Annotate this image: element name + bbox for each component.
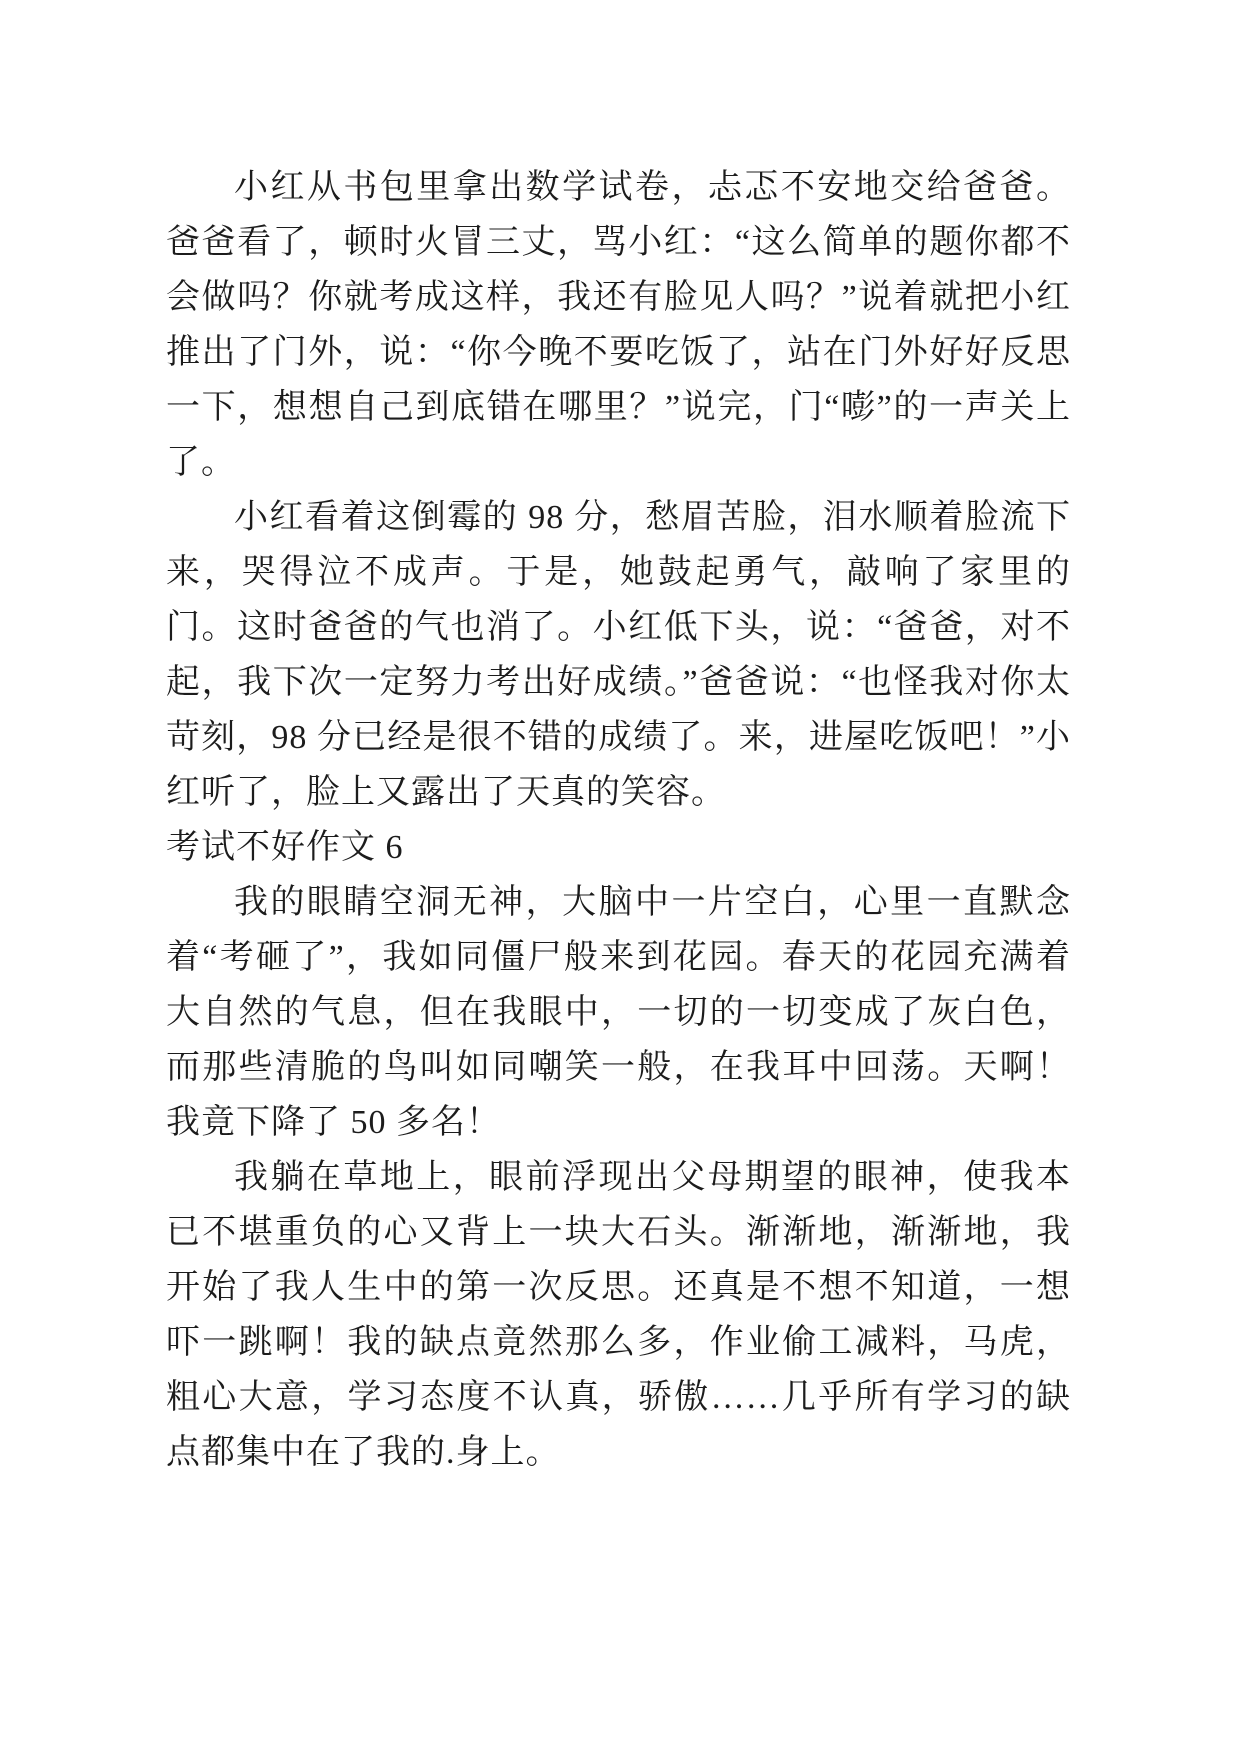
essay-paragraph-2: 小红看着这倒霉的 98 分，愁眉苦脸，泪水顺着脸流下来，哭得泣不成声。于是，她鼓起勇气，敲响了家里的门。这时爸爸的气也消了。小红低下头，说：“爸爸，对不起，我下次一定努力考出好成绩。”爸爸说：“也怪我对你太苛刻，98 分已经是很不错的成绩了。来，进屋吃饭吧！”小红听了，脸上又露出了天真的笑容。: [166, 499, 1071, 811]
essay-paragraph-1: 小红从书包里拿出数学试卷，忐忑不安地交给爸爸。爸爸看了，顿时火冒三丈，骂小红：“这么简单的题你都不会做吗？你就考成这样，我还有脸见人吗？”说着就把小红推出了门外，说：“你今晚不要吃饭了，站在门外好好反思一下，想想自己到底错在哪里？”说完，门“嘭”的一声关上了。: [166, 169, 1071, 481]
essay-section-heading: 考试不好作文 6: [166, 829, 404, 866]
essay-paragraph-3: 我的眼睛空洞无神，大脑中一片空白，心里一直默念着“考砸了”，我如同僵尸般来到花园。春天的花园充满着大自然的气息，但在我眼中，一切的一切变成了灰白色，而那些清脆的鸟叫如同嘲笑一般，在我耳中回荡。天啊！我竟下降了 50 多名！: [166, 884, 1071, 1141]
essay-paragraph-4: 我躺在草地上，眼前浮现出父母期望的眼神，使我本已不堪重负的心又背上一块大石头。渐渐地，渐渐地，我开始了我人生中的第一次反思。还真是不想不知道，一想吓一跳啊！我的缺点竟然那么多，作业偷工减料，马虎，粗心大意，学习态度不认真，骄傲……几乎所有学习的缺点都集中在了我的.身上。: [166, 1159, 1071, 1471]
